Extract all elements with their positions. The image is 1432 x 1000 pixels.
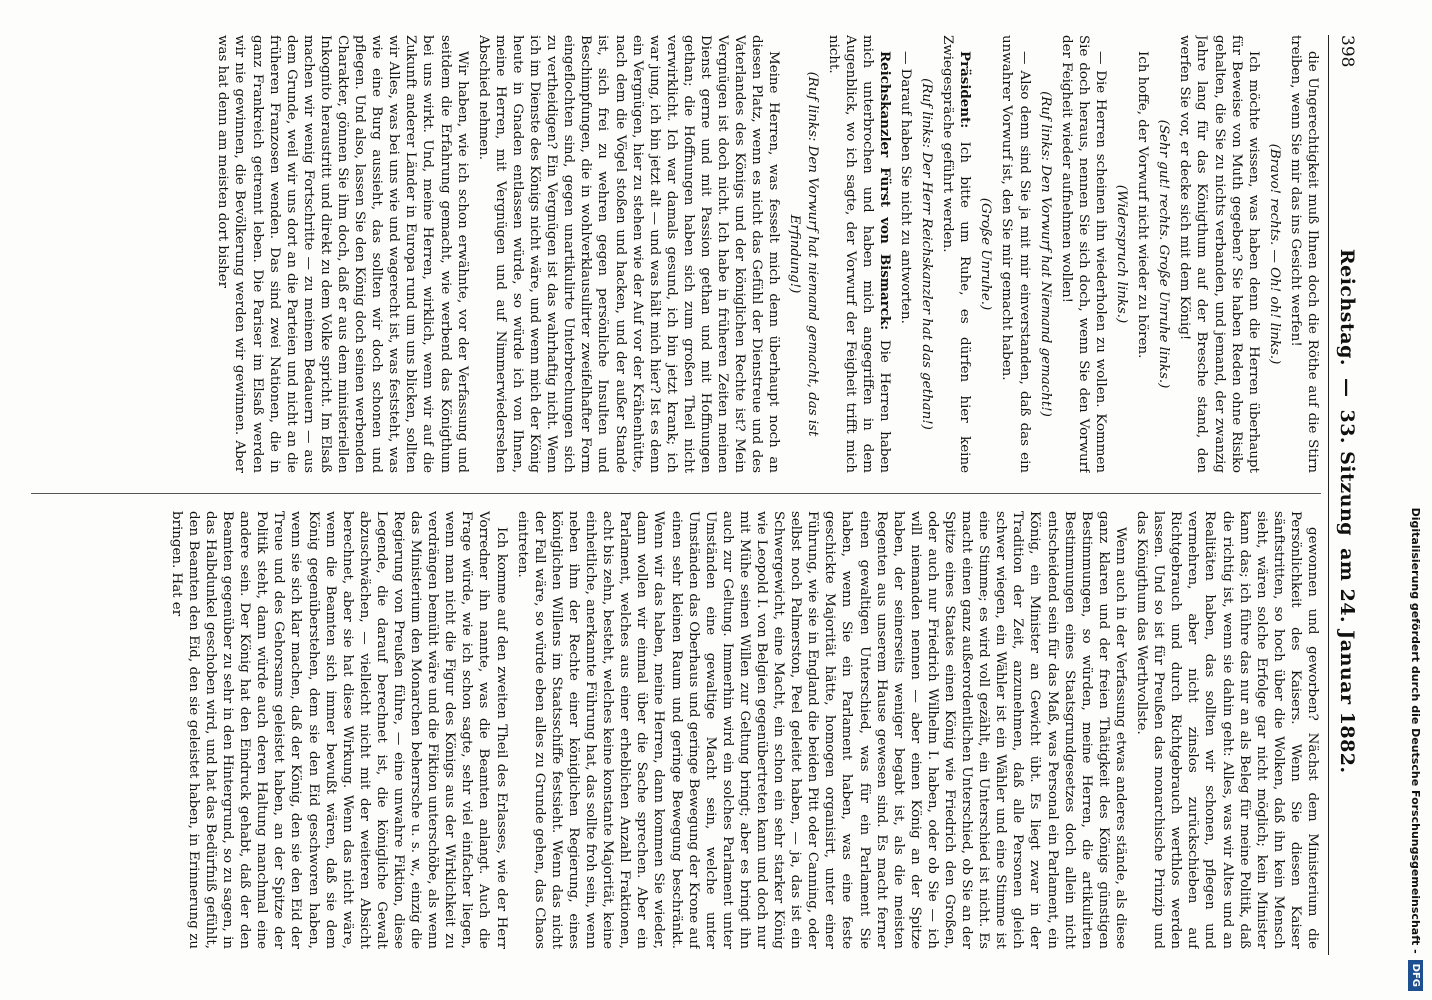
speaker-name: Reichskanzler Fürst von Bismarck: bbox=[876, 51, 893, 331]
running-title-date: am 24. Januar 1882. bbox=[1336, 548, 1358, 774]
column-divider bbox=[31, 493, 1321, 494]
body-paragraph: — Darauf haben Sie nicht zu antworten. bbox=[898, 51, 914, 324]
body-paragraph: Ich hoffe, der Vorwurf nicht wieder zu hören. bbox=[1135, 51, 1151, 359]
interjection: (Ruf links: Den Vorwurf hat Niemand gemacht!) bbox=[1037, 91, 1053, 417]
body-paragraph: Wenn auch in der Verfassung etwas anderes stände, als diese ganz klaren und der freien Thätigkeit des Königs günstigen Bestimmungen, so würden, meine Herren, die artikulirten Bestimmungen eines Staatsgrundgesetzes doch allein nicht entscheidend sein für das Maß, was Personal ein Parlament, ein König, ein Minister an Gewicht übt. Es liegt zwar in der Tradition der Zeit, anzunehmen, daß alle Personen gleich schwer wiegen, ein Wähler ist ein Wähler und eine Stimme ist eine Stimme; es wird voll gezählt, ein Unterschied ist nicht. Es macht einen ganz außerordentlichen Unterschied, ob Sie an der Spitze eines Staates einen König wie Friedrich den Großen, oder auch nur Friedrich Wilhelm I. haben, oder ob Sie — ich will niemanden nennen — aber einen König an der Spitze haben, der seinerseits weniger begabt ist, als die meisten Regenten aus unserem Hause gewesen sind. Es macht ferner einen gewaltigen Unterschied, was für ein Parlament Sie haben, wenn Sie ein Parlament haben, was eine feste geschickte Majorität hätte, homogen organisirt, unter einer Führung, wie sie in England die beiden Pitt oder Canning, oder selbst noch Palmerston, Peel geleitet haben, — ja, das ist ein Schwergewicht, eine Macht, ein schon ein sehr starker König wie Leopold I. von Belgien gegenübertreten kann und doch nur mit Mühe seinen Willen zur Geltung bringt; aber es bringt ihn auch zur Geltung. Immerhin wird ein solches Parlament unter Umständen eine gewaltige Macht sein, welche unter Umständen das Oberhaus und geringe Bewegung der Krone auf einen sehr kleinen Raum und geringe Bewegung beschränkt. Wenn wir das haben, meine Herren, dann kommen Sie wieder, dann wollen wir einmal über die Sache sprechen. Aber ein Parlament, welches aus einer erheblichen Anzahl Fraktionen, acht bis zehn, besteht, welches keine konstante Majorität, keine einheitliche, anerkannte Führung hat, das sollte froh sein, wenn neben ihm der Rechte einer königlichen Regierung, eines königlichen Willens im Staatsschiffe festsieht. Wenn das nicht der Fall wäre, so würde eben alles zu Grunde gehen, das Chaos eintreten. bbox=[514, 511, 1128, 949]
running-title-session: 33. Sitzung bbox=[1336, 409, 1358, 537]
rotated-page-content bbox=[25, 35, 1365, 955]
dfg-note-label: Digitalisierung gefördert durch die Deutsche Forschungsgemeinschaft - bbox=[1409, 507, 1423, 954]
speech-text: Die Herren haben mich unterbrochen und haben mich angegriffen in dem Augenblick, wo ich sagte, der Vorwurf der Feigheit trifft mich nicht. bbox=[825, 35, 892, 473]
text-columns bbox=[31, 35, 1321, 955]
speaker-paragraph bbox=[825, 35, 893, 473]
body-paragraph: Ich komme auf den zweiten Theil des Erlasses, wie der Herr Vorredner ihn nannte, was die Beamten anlangt. Auch die Frage würde, wie ich schon sagte, sehr viel einfacher liegen, wenn man nicht die Figur des Königs aus der Wirklichkeit zu verdrängen bemüht wäre und die Fiktion unterschöbe, als wenn das Ministerium den Monarchen beherrsche u. s. w., einzig die Regierung von Preußen führe, — eine unwahre Fiktion, diese Legende, die darauf berechnet ist, die königliche Gewalt abzuschwächen, — vielleicht nicht mit der weiteren Absicht berechnet, aber sie hat diese Wirkung. Wenn das nicht wäre, wenn die Beamten sich immer bewußt wären, daß sie dem König gegenüberstehen, dem sie den Eid geschworen haben, wenn sie sich klar machen, daß der König, den sie den Eid der Treue und des Gehorsams geleistet haben, an der Spitze der Politik steht, dann würde auch deren Haltung manchmal eine andere sein. Der König hat den Eindruck gehabt, daß der den Beamten gegenüber zu sehr in den Hintergrund, so zu sagen, in das Halbdunkel geschoben wird, und hat das Bedürfniß gefühlt, den Beamten den Eid, den sie geleistet haben, in Erinnerung zu bringen. Hat er bbox=[168, 511, 509, 949]
body-paragraph: — Die Herren scheinen ihn wiederholen zu wollen. Kommen Sie doch heraus, nennen Sie sich doch, wenn Sie den Vorwurf der Feigheit wieder aufnehmen wollen! bbox=[1058, 35, 1108, 473]
dfg-note-text bbox=[1404, 6, 1428, 991]
body-paragraph: Wir haben, wie ich schon erwähnte, vor der Verfassung und seitdem die Erfahrung gemacht, wie werbend das Königthum bei uns wirkt. Und, meine Herren, wirklich, wenn wir auf die Zukunft anderer Länder in Europa rund um uns blicken, sollten wir Alles, was bei uns wie und wagerecht ist, was feststeht, was wie eine Burg aussieht, das sollten wir doch schonen und pflegen. Und also, lassen Sie den König doch seinen werbenden Charakter, gönnen Sie ihm doch, daß er aus dem ministeriellen Inkognito heraustritt und direkt zu dem Volke spricht. Im Elsaß machen wir wenig Fortschritte — zu meinem Bedauern — aus dem Grunde, weil wir uns dort an die Parteien und nicht an die früheren Franzosen wenden. Das sind zwei Nationen, die in ganz Frankreich getrennt leben. Die Pariser im Elsaß werden wir nie gewinnen, die Bevölkerung werden wir gewinnen. Aber was hat denn am meisten dort bisher bbox=[215, 35, 470, 473]
running-title-separator: — bbox=[1336, 377, 1358, 398]
interjection: (Ruf links: Der Herr Reichskanzler hat das gethan!) bbox=[919, 78, 935, 430]
left-column bbox=[31, 35, 1321, 473]
page-header bbox=[1328, 35, 1365, 955]
interjection: (Große Unruhe.) bbox=[978, 197, 994, 311]
running-title bbox=[1336, 67, 1358, 955]
body-paragraph: Meine Herren, was fesselt mich denn überhaupt noch an diesen Platz, wenn es nicht das Gefühl der Dienstreue und des Vaterlandes des Königs und der königlichen Rechte ist? Mein Vergnügen ist doch nicht. Ich habe in früheren Zeiten meinen Dienst gerne und mit Passion gethan und mit Hoffnungen gethan; die Hoffnungen haben sich zum großen Theil nicht verwirklicht. Ich war damals gesund, ich bin jetzt krank; ich war jung, ich bin jetzt alt — und was hält mich hier? Ist es denn ein Vergnügen, hier zu stehen wie der Auf vor der Krähenhütte, nach dem die Vögel stoßen und hacken, und der außer Stande ist, sich frei zu wehren gegen persönliche Insulten und Beschimpfungen, die in wohlverklausulirter zweifelhafter Form eingeflochten sind, gegen unartikulirte Unterbrechungen sich zu vertheidigen? Ein Vergnügen ist das wahrhaftig nicht. Wenn ich im Dienste des Königs nicht wäre, und wenn mich der König heute in Gnaden entlassen würde, so würde ich von Ihnen, meine Herren, mit Vergnügen und auf Nimmerwiedersehen Abschied nehmen. bbox=[475, 35, 782, 473]
body-paragraph: die Ungerechtigkeit muß Ihnen doch die Röthe auf die Stirn treiben, wenn Sie mir das ins Gesicht werfen! bbox=[1287, 35, 1320, 473]
interjection: (Bravo! rechts. — Oh! oh! links.) bbox=[1266, 143, 1282, 365]
speaker-paragraph bbox=[939, 35, 973, 473]
page-number: 398 bbox=[1337, 35, 1357, 68]
body-paragraph: — Also denn sind Sie ja mit mir einverstanden, daß das ein unwahrer Vorwurf ist, den Sie mir gemacht haben. bbox=[999, 35, 1032, 473]
body-paragraph: Ich möchte wissen, was haben denn die Herren überhaupt für Beweise von Muth gegeben? Sie haben Reden ohne Risiko gehalten, die Sie zu nichts verbanden, und jemand, der zwanzig Jahre lang für das Königthum auf der Bresche stand, den werfen Sie vor, er decke sich mit dem König! bbox=[1177, 35, 1261, 473]
running-title-left: Reichstag. bbox=[1336, 248, 1358, 366]
interjection: (Widerspruch links.) bbox=[1114, 184, 1130, 324]
dfg-logo: DFG bbox=[1409, 960, 1424, 991]
speech-text: Ich bitte um Ruhe, es dürfen hier keine Zwiegespräche geführt werden. bbox=[940, 35, 973, 473]
interjection: (Ruf links: Den Vorwurf hat niemand gemacht, das ist Erfindung!) bbox=[787, 71, 820, 437]
dfg-side-note bbox=[1404, 6, 1428, 991]
speaker-name: Präsident: bbox=[957, 51, 974, 129]
right-column bbox=[31, 511, 1321, 949]
body-paragraph: gewonnen und geworben? Nächst dem Ministerium die Persönlichkeit des Kaisers. Wenn Sie diesen Kaiser sänftstritten, so hoch über die Wolken, daß ihn kein Mensch sieht, wären solche Erfolge gar nicht möglich; kein Minister kann das; ich führe das nur an als Beleg für meine Politik, daß die richtig ist, wenn sie dahin geht: Alles, was wir Altes und an Realitäten haben, das sollten wir schonen, pflegen und vermehren, aber nicht zinslos zurückschieben auf Richtgebrauch und durch Richtgebrauch werthlos werden lassen. Und so ist für Preußen das monarchische Prinzip und das Königthum das Werthvollste. bbox=[1134, 511, 1320, 949]
interjection: (Sehr gut! rechts. Große Unruhe links.) bbox=[1156, 119, 1172, 389]
